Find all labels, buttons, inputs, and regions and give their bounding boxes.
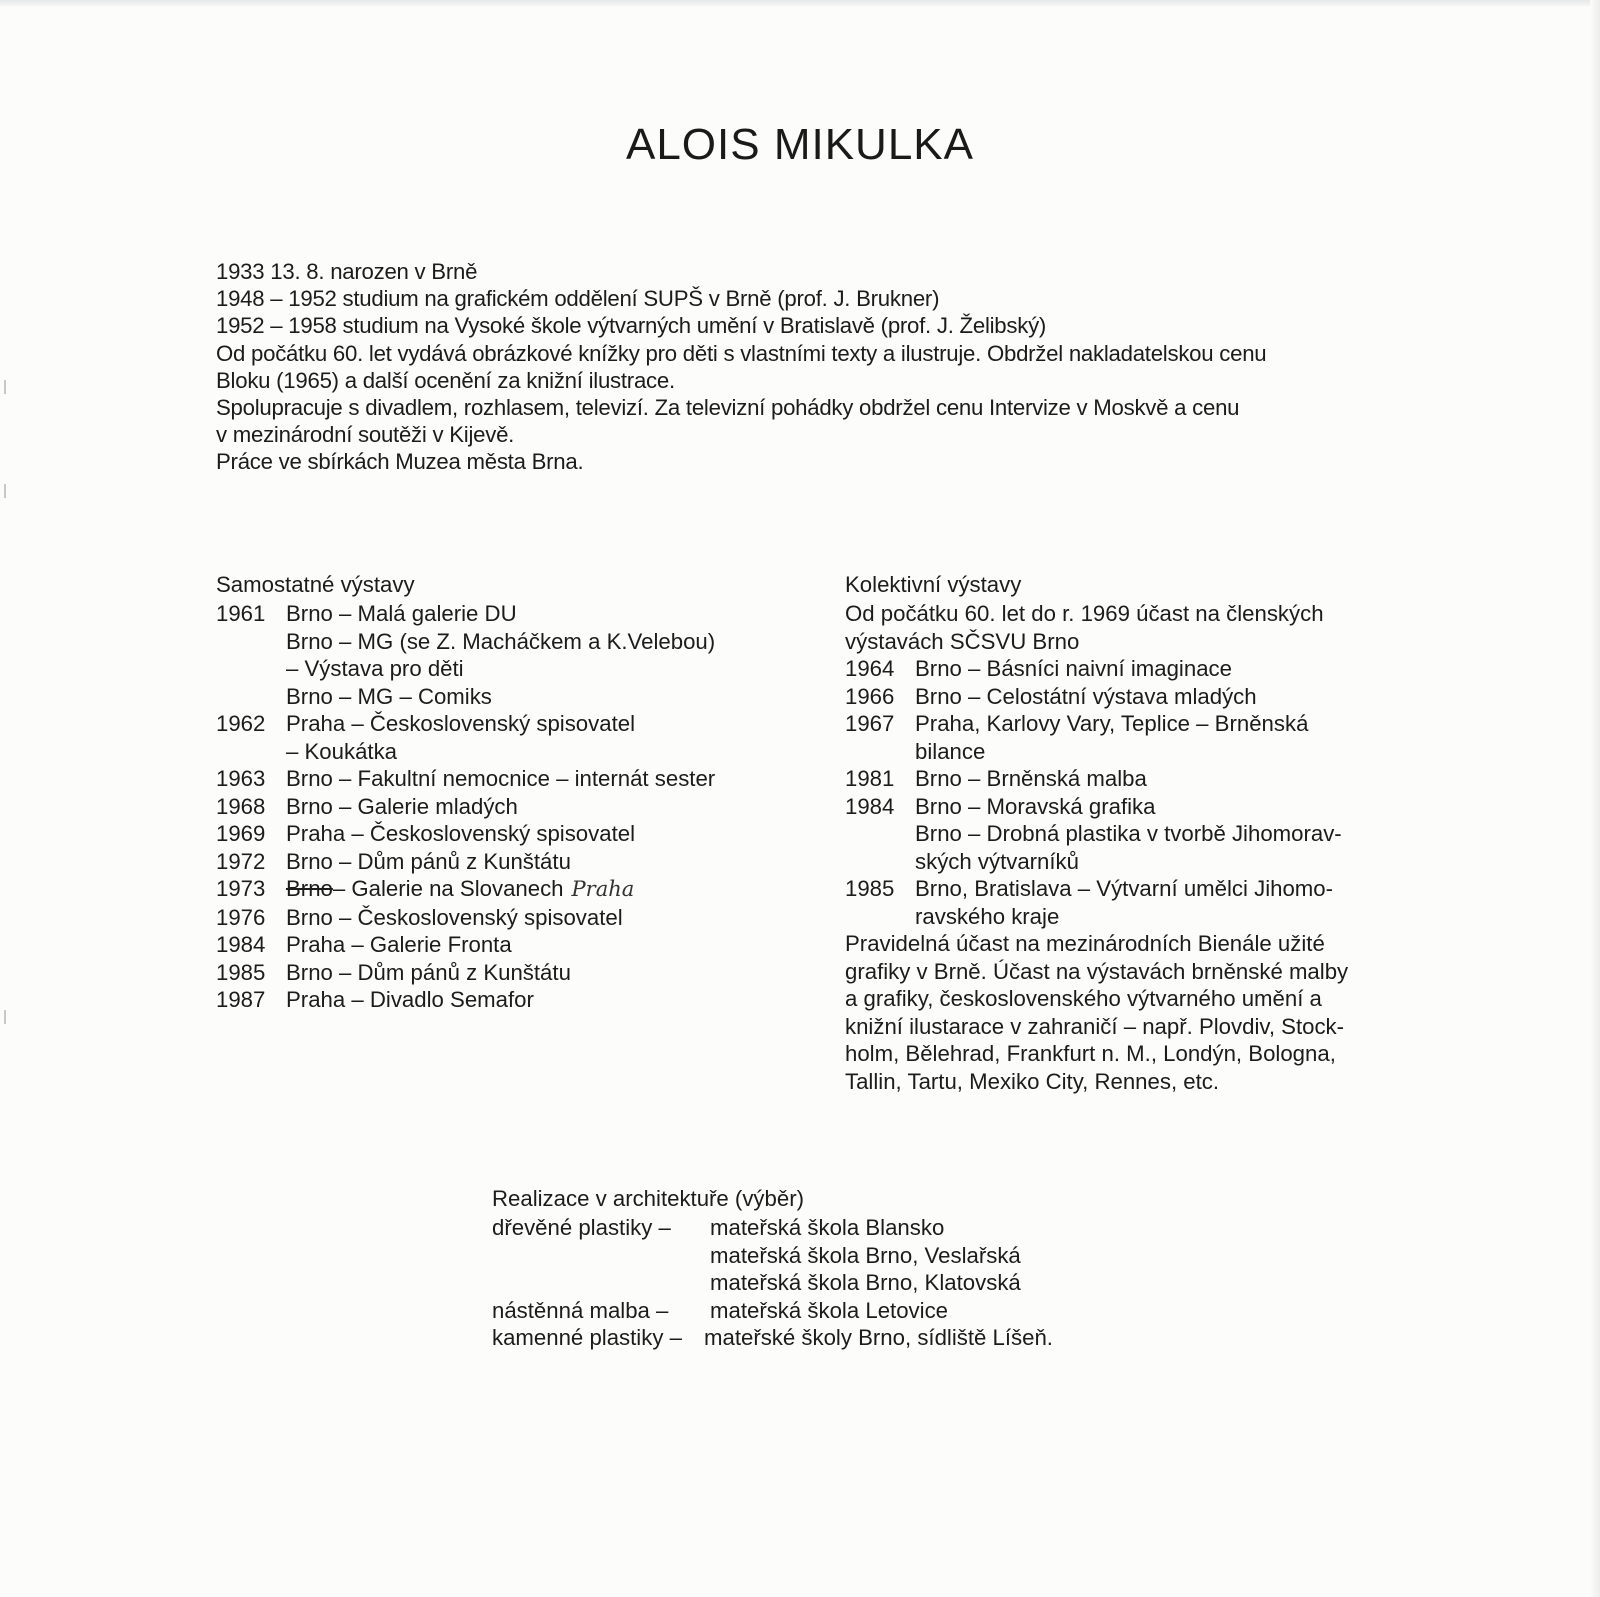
realization-row	[492, 1242, 1212, 1270]
exhibition-year: 1981	[845, 766, 895, 791]
exhibition-row	[845, 793, 1405, 821]
exhibition-year	[845, 738, 915, 766]
realization-row	[492, 1297, 1212, 1325]
exhibition-text: Brno – Básníci naivní imaginace	[915, 656, 1232, 681]
exhibition-text: Praha – Divadlo Semafor	[286, 987, 534, 1012]
exhibition-year: 1976	[216, 904, 266, 930]
exhibition-row	[845, 765, 1405, 793]
solo-exhibitions-list-continued	[216, 904, 776, 1014]
exhibition-row	[216, 986, 776, 1014]
exhibition-text: – Galerie na Slovanech	[332, 876, 564, 901]
exhibition-row	[845, 875, 1405, 903]
exhibition-text: Praha – Galerie Fronta	[286, 932, 512, 957]
exhibition-year: 1961	[216, 601, 266, 626]
margin-mark	[4, 1010, 6, 1024]
realization-type: nástěnná malba –	[492, 1297, 669, 1323]
bio-line: Spolupracuje s divadlem, rozhlasem, televizí. Za televizní pohádky obdržel cenu Intervize v Moskvě a cenu	[216, 395, 1240, 421]
realization-place: mateřská škola Brno, Veslařská	[710, 1242, 1021, 1268]
exhibition-row	[216, 904, 776, 932]
collective-outro	[845, 930, 1395, 1095]
collective-outro-line: holm, Bělehrad, Frankfurt n. M., Londýn, Bologna,	[845, 1041, 1336, 1066]
exhibition-year: 1973	[216, 876, 266, 901]
exhibition-row	[216, 738, 776, 766]
collective-outro-line: knižní ilustarace v zahraničí – např. Plovdiv, Stock-	[845, 1013, 1345, 1039]
exhibition-year	[216, 738, 286, 766]
exhibition-text: Brno – MG (se Z. Macháčkem a K.Velebou)	[286, 628, 716, 654]
realization-row	[492, 1269, 1212, 1297]
exhibition-year: 1963	[216, 766, 266, 791]
exhibition-text: – Výstava pro děti	[286, 656, 464, 681]
exhibition-year: 1984	[216, 932, 266, 957]
exhibition-row	[845, 848, 1405, 876]
exhibition-text: Brno – MG – Comiks	[286, 683, 492, 709]
exhibition-year: 1985	[845, 876, 895, 901]
exhibition-row	[845, 903, 1405, 931]
exhibition-text: Brno – Celostátní výstava mladých	[915, 683, 1257, 709]
page-right-edge	[1590, 0, 1600, 1597]
exhibition-row	[216, 931, 776, 959]
biography	[216, 258, 1406, 476]
realization-row	[492, 1214, 1212, 1242]
exhibition-row	[216, 765, 776, 793]
solo-exhibitions	[216, 570, 776, 1014]
realization-type	[492, 1242, 710, 1270]
exhibition-text: Brno – Malá galerie DU	[286, 601, 517, 626]
exhibition-text: Brno, Bratislava – Výtvarní umělci Jihomo-	[915, 876, 1334, 901]
bio-line: Bloku (1965) a další ocenění za knižní ilustrace.	[216, 367, 675, 393]
handwritten-correction: Praha	[571, 877, 635, 901]
exhibition-row	[845, 683, 1405, 711]
exhibition-row	[845, 820, 1405, 848]
collective-exhibitions	[845, 570, 1405, 1095]
margin-mark	[4, 484, 6, 498]
solo-exhibitions-heading: Samostatné výstavy	[216, 572, 415, 597]
collective-intro-line: Od počátku 60. let do r. 1969 účast na členských	[845, 601, 1324, 626]
exhibition-year	[845, 903, 915, 931]
realization-place: mateřská škola Brno, Klatovská	[710, 1270, 1021, 1295]
exhibition-year: 1964	[845, 656, 895, 681]
exhibition-text: Brno – Brněnská malba	[915, 766, 1147, 791]
exhibition-year	[216, 655, 286, 683]
exhibition-text: Brno – Dům pánů z Kunštátu	[286, 848, 571, 874]
realization-type	[492, 1269, 710, 1297]
exhibition-text: Brno – Galerie mladých	[286, 793, 518, 819]
realization-place: mateřská škola Letovice	[710, 1297, 949, 1323]
collective-outro-line: a grafiky, československého výtvarného umění a	[845, 986, 1322, 1011]
exhibition-year	[216, 683, 286, 711]
bio-line: 1933 13. 8. narozen v Brně	[216, 259, 478, 284]
exhibition-row	[216, 600, 776, 628]
exhibition-row	[216, 628, 776, 656]
struck-out-city: Brno	[286, 876, 333, 901]
collective-outro-line: grafiky v Brně. Účast na výstavách brněnské malby	[845, 958, 1349, 984]
bio-line: 1952 – 1958 studium na Vysoké škole výtvarných umění v Bratislavě (prof. J. Želibský)	[216, 313, 1047, 339]
exhibition-text: Brno – Drobná plastika v tvorbě Jihomorav-	[915, 821, 1342, 846]
exhibition-year: 1967	[845, 711, 895, 736]
exhibition-row	[216, 875, 776, 904]
exhibition-year: 1972	[216, 848, 266, 874]
exhibition-text: Praha – Československý spisovatel	[286, 821, 636, 846]
exhibition-row	[845, 655, 1405, 683]
collective-outro-line: Tallin, Tartu, Mexiko City, Rennes, etc.	[845, 1068, 1220, 1094]
exhibition-text: ravského kraje	[915, 903, 1060, 929]
exhibition-text: bilance	[915, 738, 986, 764]
collective-exhibitions-heading: Kolektivní výstavy	[845, 572, 1022, 597]
exhibition-text: Brno – Československý spisovatel	[286, 904, 623, 930]
bio-line: Práce ve sbírkách Muzea města Brna.	[216, 449, 584, 475]
bio-line: Od počátku 60. let vydává obrázkové knížky pro děti s vlastními texty a ilustruje. Obdržel nakladatelskou cenu	[216, 340, 1267, 366]
exhibition-year: 1968	[216, 793, 266, 819]
exhibition-year: 1969	[216, 821, 266, 846]
exhibition-row	[216, 793, 776, 821]
exhibition-text: – Koukátka	[286, 738, 398, 764]
collective-outro-line: Pravidelná účast na mezinárodních Bienále užité	[845, 931, 1325, 956]
exhibition-row	[216, 820, 776, 848]
page-top-edge	[0, 0, 1600, 6]
exhibition-text: Praha, Karlovy Vary, Teplice – Brněnská	[915, 711, 1309, 736]
exhibition-text: Brno – Dům pánů z Kunštátu	[286, 959, 571, 985]
exhibition-year: 1966	[845, 683, 895, 709]
exhibition-year: 1984	[845, 793, 895, 819]
realization-place: mateřské školy Brno, sídliště Líšeň.	[704, 1325, 1053, 1350]
collective-intro-line: výstavách SČSVU Brno	[845, 628, 1080, 654]
realization-type: dřevěné plastiky –	[492, 1215, 671, 1240]
exhibition-year	[845, 848, 915, 876]
exhibition-year	[216, 628, 286, 656]
collective-intro	[845, 600, 1395, 655]
exhibition-row	[216, 710, 776, 738]
collective-exhibitions-list	[845, 655, 1405, 930]
exhibition-entry	[286, 875, 776, 904]
bio-line: 1948 – 1952 studium na grafickém oddělení SUPŠ v Brně (prof. J. Brukner)	[216, 286, 940, 312]
exhibition-year: 1985	[216, 959, 266, 985]
margin-mark	[4, 380, 6, 394]
exhibition-row	[845, 710, 1405, 738]
exhibition-year: 1962	[216, 711, 266, 736]
bio-line: v mezinárodní soutěži v Kijevě.	[216, 422, 515, 448]
exhibition-year: 1987	[216, 987, 266, 1012]
realization-type: kamenné plastiky –	[492, 1325, 682, 1350]
exhibition-text: ských výtvarníků	[915, 848, 1079, 874]
realization-place: mateřská škola Blansko	[710, 1215, 945, 1240]
architecture-realizations	[492, 1184, 1212, 1352]
solo-exhibitions-list	[216, 600, 776, 875]
exhibition-row	[216, 959, 776, 987]
exhibition-row	[216, 655, 776, 683]
realization-row	[492, 1324, 1212, 1352]
exhibition-row	[845, 738, 1405, 766]
exhibition-text: Brno – Moravská grafika	[915, 793, 1156, 819]
architecture-list	[492, 1214, 1212, 1352]
exhibition-year	[845, 820, 915, 848]
exhibition-row	[216, 683, 776, 711]
exhibition-row	[216, 848, 776, 876]
page-title: ALOIS MIKULKA	[625, 120, 974, 169]
exhibition-text: Praha – Československý spisovatel	[286, 711, 636, 736]
architecture-heading: Realizace v architektuře (výběr)	[492, 1186, 804, 1211]
exhibition-text: Brno – Fakultní nemocnice – internát sester	[286, 766, 716, 791]
